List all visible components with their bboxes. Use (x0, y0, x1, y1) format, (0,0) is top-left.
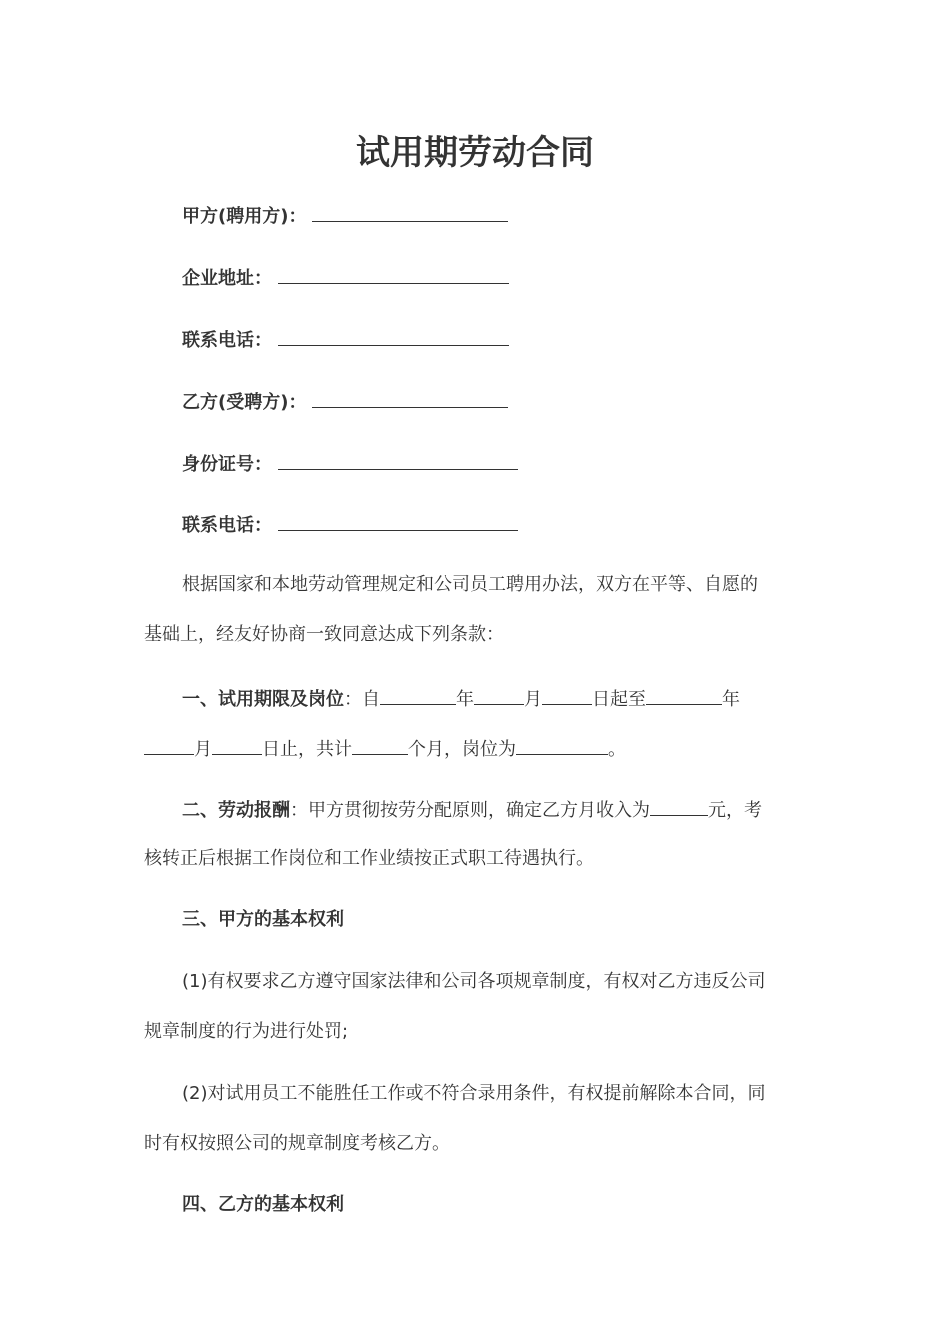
section-1-line-1 (182, 686, 740, 712)
intro-line-1: 根据国家和本地劳动管理规定和公司员工聘用办法，双方在平等、自愿的 (182, 574, 758, 595)
party-a-blank[interactable] (312, 203, 508, 222)
day-to-label: 日起至 (592, 689, 646, 710)
party-b-blank[interactable] (312, 389, 508, 408)
section-2-line-1 (182, 797, 762, 823)
field-label: 联系电话： (182, 515, 272, 536)
item-2-line-1: (2)对试用员工不能胜任工作或不符合录用条件，有权提前解除本合同，同 (182, 1083, 766, 1104)
field-id-number (182, 451, 518, 477)
monthly-income-blank[interactable] (650, 797, 708, 816)
start-day-blank[interactable] (542, 686, 592, 705)
month-label: 月 (194, 739, 212, 760)
field-party-a (182, 203, 508, 229)
id-number-blank[interactable] (278, 451, 518, 470)
field-party-a-phone (182, 327, 509, 353)
company-address-blank[interactable] (278, 265, 509, 284)
position-blank[interactable] (516, 736, 608, 755)
document-title: 试用期劳动合同 (356, 133, 594, 173)
colon: ： (290, 800, 308, 821)
start-month-blank[interactable] (474, 686, 524, 705)
colon: ： (344, 689, 362, 710)
field-company-address (182, 265, 509, 291)
section-2-heading: 二、劳动报酬 (182, 800, 290, 821)
month-label: 月 (524, 689, 542, 710)
from-text: 自 (362, 689, 380, 710)
end-year-blank[interactable] (646, 686, 722, 705)
end-day-blank[interactable] (212, 736, 262, 755)
section-3-heading: 三、甲方的基本权利 (182, 909, 344, 930)
months-total-label: 个月，岗位为 (408, 739, 516, 760)
year-label: 年 (456, 689, 474, 710)
unit-label: 元，考 (708, 800, 762, 821)
field-label: 联系电话： (182, 330, 272, 351)
year-label: 年 (722, 689, 740, 710)
section-1-heading: 一、试用期限及岗位 (182, 689, 344, 710)
field-label: 甲方(聘用方)： (182, 206, 307, 227)
party-b-phone-blank[interactable] (278, 512, 518, 531)
intro-line-2: 基础上，经友好协商一致同意达成下列条款： (144, 624, 504, 645)
field-party-b-phone (182, 512, 518, 538)
start-year-blank[interactable] (380, 686, 456, 705)
total-months-blank[interactable] (352, 736, 408, 755)
item-2-line-2: 时有权按照公司的规章制度考核乙方。 (144, 1133, 450, 1154)
field-label: 企业地址： (182, 268, 272, 289)
section-1-line-2 (144, 736, 626, 762)
section-4-heading: 四、乙方的基本权利 (182, 1194, 344, 1215)
end-month-blank[interactable] (144, 736, 194, 755)
field-party-b (182, 389, 508, 415)
section-2-text: 甲方贯彻按劳分配原则，确定乙方月收入为 (308, 800, 650, 821)
field-label: 乙方(受聘方)： (182, 392, 307, 413)
item-1-line-2: 规章制度的行为进行处罚; (144, 1021, 349, 1042)
field-label: 身份证号： (182, 454, 272, 475)
section-2-line-2: 核转正后根据工作岗位和工作业绩按正式职工待遇执行。 (144, 848, 594, 869)
day-end-label: 日止，共计 (262, 739, 352, 760)
period: 。 (608, 739, 626, 760)
item-1-line-1: (1)有权要求乙方遵守国家法律和公司各项规章制度，有权对乙方违反公司 (182, 971, 766, 992)
party-a-phone-blank[interactable] (278, 327, 509, 346)
